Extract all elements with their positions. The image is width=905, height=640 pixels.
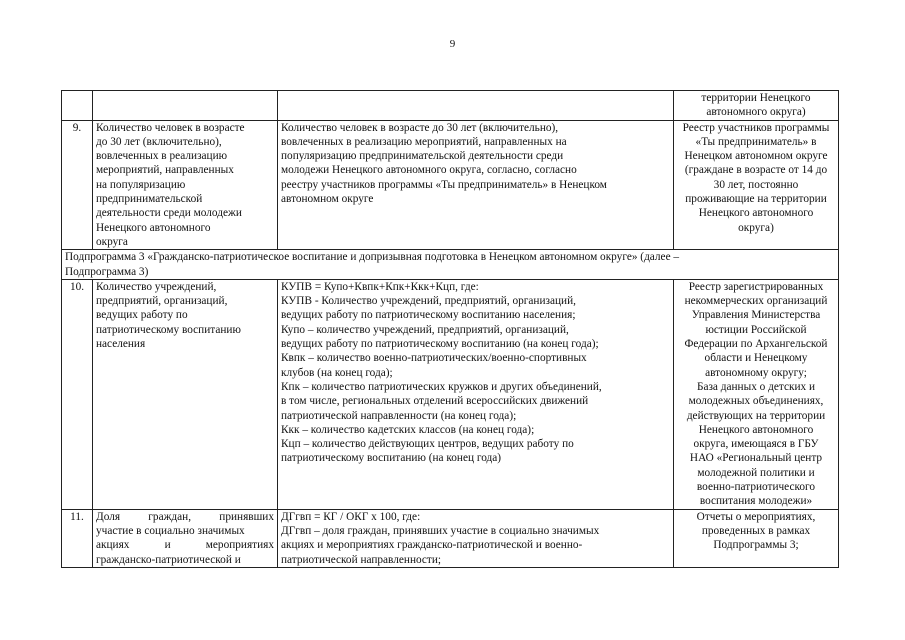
indicator-name bbox=[93, 120, 278, 250]
indicator-name-line: мероприятий, направленных bbox=[96, 164, 234, 177]
subprogram-heading-line: Подпрограмма 3 «Гражданско-патриотическое воспитание и допризывная подготовка в Ненецком автономном округе» (далее – bbox=[65, 251, 680, 264]
calculation-method-line: Кцп – количество действующих центров, ведущих работу по bbox=[281, 438, 574, 451]
indicator-name-line: Количество человек в возрасте bbox=[96, 121, 245, 134]
data-source-line: 30 лет, постоянно bbox=[713, 178, 799, 191]
calculation-method-line: вовлеченных в реализацию мероприятий, направленных на bbox=[281, 135, 567, 148]
subprogram-heading-line: Подпрограмма 3) bbox=[65, 265, 149, 278]
data-source-line: области и Ненецкому bbox=[704, 352, 808, 365]
page-number: 9 bbox=[449, 38, 456, 50]
data-source-line: Отчеты о мероприятиях, bbox=[696, 510, 816, 523]
data-source-line: Подпрограммы 3; bbox=[713, 539, 799, 552]
table-row bbox=[62, 279, 839, 509]
data-source bbox=[674, 279, 839, 509]
data-source-line: автономному округу; bbox=[705, 366, 807, 379]
indicator-name-line: округа bbox=[96, 235, 128, 248]
indicator-name-line: населения bbox=[96, 338, 146, 351]
data-source-line: Ненецкого автономного bbox=[698, 207, 814, 220]
calculation-method-line: реестру участников программы «Ты предприниматель» в Ненецком bbox=[281, 178, 607, 191]
calculation-method-line: Количество человек в возрасте до 30 лет (включительно), bbox=[281, 121, 559, 134]
data-source-line: Ненецком автономном округе bbox=[684, 150, 828, 163]
indicator-name-line: ведущих работу по bbox=[96, 309, 188, 322]
data-source-line: НАО «Региональный центр bbox=[689, 452, 823, 465]
indicator-name-line: Количество учреждений, bbox=[96, 280, 217, 293]
calculation-method-line: ведущих работу по патриотическому воспитанию населения; bbox=[281, 309, 576, 322]
data-source-line: Реестр участников программы bbox=[682, 121, 830, 134]
data-source-line: действующих на территории bbox=[686, 409, 826, 422]
indicator-name-line: до 30 лет (включительно), bbox=[96, 135, 222, 148]
row-number: 11. bbox=[62, 509, 93, 567]
calculation-method-line: ведущих работу по патриотическому воспитанию (на конец года); bbox=[281, 338, 599, 351]
calculation-method-line: КУПВ - Количество учреждений, предприятий, организаций, bbox=[281, 295, 576, 308]
calculation-method-line: ДГгвп = КГ / ОКГ х 100, где: bbox=[281, 510, 421, 523]
indicator-name-line: на популяризацию bbox=[96, 178, 186, 191]
calculation-method-line: в том числе, региональных отделений всероссийских движений bbox=[281, 395, 589, 408]
indicator-name-line: патриотическому воспитанию bbox=[96, 323, 241, 336]
indicator-name-line: деятельности среди молодежи bbox=[96, 207, 242, 220]
indicator-name-line: Доля граждан, принявших bbox=[96, 510, 274, 523]
calculation-method-line: популяризацию предпринимательской деятельности среди bbox=[281, 150, 564, 163]
data-source-line: Управления Министерства bbox=[691, 309, 821, 322]
indicators-table bbox=[61, 90, 839, 568]
data-source-line: округа) bbox=[738, 221, 774, 234]
data-source bbox=[674, 120, 839, 250]
indicator-name-line: предприятий, организаций, bbox=[96, 295, 228, 308]
data-source bbox=[674, 509, 839, 567]
data-source-line: некоммерческих организаций bbox=[684, 295, 828, 308]
indicator-name-line: Ненецкого автономного bbox=[96, 221, 211, 234]
data-source-line: Федерации по Архангельской bbox=[684, 338, 828, 351]
data-source-line: База данных о детских и bbox=[696, 380, 816, 393]
table-row bbox=[62, 120, 839, 250]
data-source-line: юстиции Российской bbox=[705, 323, 807, 336]
data-source-line: проведенных в рамках bbox=[701, 524, 811, 537]
indicator-name-line: гражданско-патриотической и bbox=[96, 553, 241, 566]
data-source-line: молодежных объединениях, bbox=[688, 395, 824, 408]
calculation-method bbox=[278, 120, 674, 250]
calculation-method-line: автономном округе bbox=[281, 193, 374, 206]
table-row bbox=[62, 509, 839, 567]
calculation-method-line: Кпк – количество патриотических кружков и других объединений, bbox=[281, 380, 602, 393]
calculation-method-line: КУПВ = Купо+Квпк+Кпк+Ккк+Кцп, где: bbox=[281, 280, 479, 293]
indicator-name-line: предпринимательской bbox=[96, 193, 203, 206]
calculation-method-line: патриотической направленности; bbox=[281, 553, 442, 566]
data-source-line: автономного округа) bbox=[706, 106, 806, 119]
subprogram-heading bbox=[62, 250, 839, 280]
indicator-name-line: участие в социально значимых bbox=[96, 524, 245, 537]
data-source-line: Реестр зарегистрированных bbox=[688, 280, 824, 293]
subprogram-heading-row bbox=[62, 250, 839, 280]
calculation-method-line: молодежи Ненецкого автономного округа, согласно, согласно bbox=[281, 164, 577, 177]
data-source-line: проживающие на территории bbox=[685, 193, 827, 206]
calculation-method bbox=[278, 91, 674, 121]
calculation-method-line: акциях и мероприятиях гражданско-патриотической и военно- bbox=[281, 539, 583, 552]
calculation-method bbox=[278, 509, 674, 567]
calculation-method-line: Квпк – количество военно-патриотических/военно-спортивных bbox=[281, 352, 587, 365]
data-source-line: молодежной политики и bbox=[697, 466, 815, 479]
calculation-method-line: Ккк – количество кадетских классов (на конец года); bbox=[281, 423, 535, 436]
data-source-line: (граждане в возрасте от 14 до bbox=[684, 164, 828, 177]
row-number: 10. bbox=[62, 279, 93, 509]
indicator-name bbox=[93, 279, 278, 509]
calculation-method bbox=[278, 279, 674, 509]
row-number: 9. bbox=[62, 120, 93, 250]
calculation-method-line: клубов (на конец года); bbox=[281, 366, 393, 379]
indicator-name-line: вовлеченных в реализацию bbox=[96, 150, 228, 163]
calculation-method-line: патриотической направленности (на конец года); bbox=[281, 409, 517, 422]
table-row bbox=[62, 91, 839, 121]
row-number bbox=[62, 91, 93, 121]
data-source-line: воспитания молодежи» bbox=[699, 495, 813, 508]
data-source-line: военно-патриотического bbox=[696, 481, 816, 494]
data-source-line: Ненецкого автономного bbox=[698, 423, 814, 436]
data-source-line: территории Ненецкого bbox=[701, 92, 811, 104]
calculation-method-line: Купо – количество учреждений, предприятий, организаций, bbox=[281, 323, 569, 336]
calculation-method-line: патриотическому воспитанию (на конец года) bbox=[281, 452, 502, 465]
calculation-method-line: ДГгвп – доля граждан, принявших участие в социально значимых bbox=[281, 524, 600, 537]
data-source-line: округа, имеющаяся в ГБУ bbox=[693, 438, 819, 451]
data-source-line: «Ты предприниматель» в bbox=[695, 135, 817, 148]
data-source bbox=[674, 91, 839, 121]
indicator-name-line: акциях и мероприятиях bbox=[96, 539, 274, 552]
indicator-name bbox=[93, 509, 278, 567]
indicator-name bbox=[93, 91, 278, 121]
